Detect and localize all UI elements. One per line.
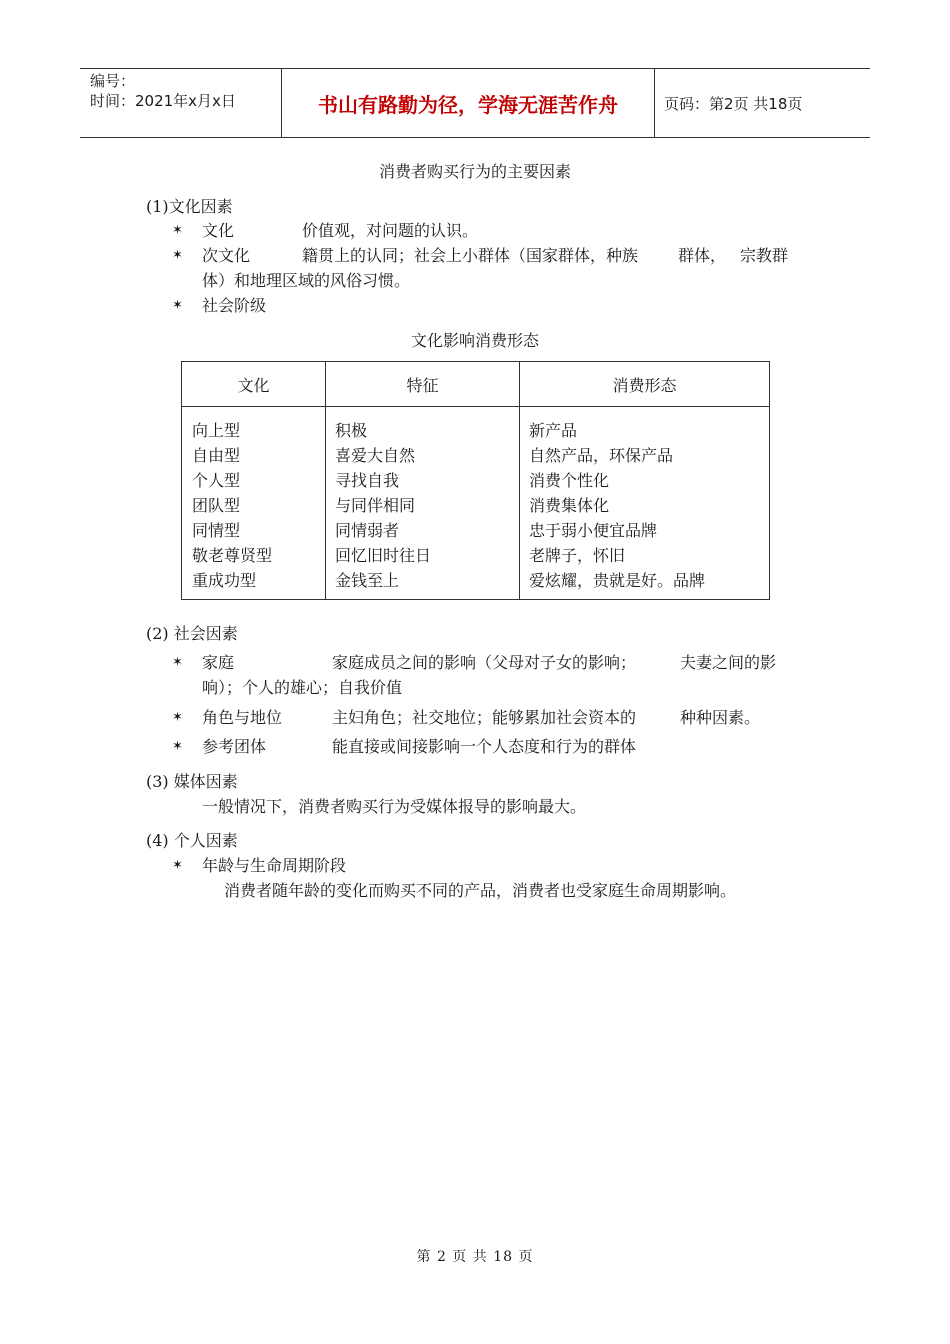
bullet-icon: ✶ xyxy=(172,655,183,670)
section-heading: (3) 媒体因素 xyxy=(146,772,238,791)
bullet-icon: ✶ xyxy=(172,739,183,754)
header-divider xyxy=(654,69,655,137)
bullet-term: 社会阶级 xyxy=(202,296,267,315)
bullet-icon: ✶ xyxy=(172,858,183,873)
table-cell: 回忆旧时往日 xyxy=(335,546,432,565)
bullet-term: 文化 xyxy=(202,221,235,240)
header-table xyxy=(80,68,870,138)
bullet-text: 种种因素。 xyxy=(680,708,761,727)
table-cell: 新产品 xyxy=(529,421,578,440)
table-rule xyxy=(182,406,769,407)
table-cell: 与同伴相同 xyxy=(335,496,416,515)
bullet-term: 角色与地位 xyxy=(202,708,283,727)
table-cell: 团队型 xyxy=(192,496,241,515)
table-column-feature xyxy=(335,418,431,593)
bullet-text: 能直接或间接影响一个人态度和行为的群体 xyxy=(332,737,637,756)
table-cell: 积极 xyxy=(335,421,368,440)
table-column-culture xyxy=(192,418,272,593)
page-footer: 第 2 页 共 18 页 xyxy=(416,1249,534,1265)
bullet-text: 家庭成员之间的影响（父母对子女的影响； xyxy=(332,653,637,672)
table-column-consumption xyxy=(529,418,705,593)
table-cell: 自然产品，环保产品 xyxy=(529,446,674,465)
bullet-icon: ✶ xyxy=(172,223,183,238)
bullet-term: 家庭 xyxy=(202,653,235,672)
table-cell: 爱炫耀，贵就是好。品牌 xyxy=(529,571,706,590)
table-cell: 消费集体化 xyxy=(529,496,610,515)
bullet-text: 夫妻之间的影 xyxy=(680,653,777,672)
table-cell: 忠于弱小便宜品牌 xyxy=(529,521,658,540)
table-cell: 同情弱者 xyxy=(335,521,400,540)
page-info: 页码：第2页 共18页 xyxy=(664,94,803,113)
table-cell: 个人型 xyxy=(192,471,241,490)
table-cell: 敬老尊贤型 xyxy=(192,546,273,565)
section-heading: (2) 社会因素 xyxy=(146,624,238,643)
table-cell: 寻找自我 xyxy=(335,471,400,490)
table-header-cell: 消费形态 xyxy=(612,375,677,395)
section-text: 一般情况下，消费者购买行为受媒体报导的影响最大。 xyxy=(202,797,587,816)
bullet-continuation: 体）和地理区域的风俗习惯。 xyxy=(202,271,411,290)
table-cell: 消费个性化 xyxy=(529,471,610,490)
table-cell: 金钱至上 xyxy=(335,571,400,590)
table-caption: 文化影响消费形态 xyxy=(410,331,539,350)
bullet-text: 籍贯上的认同；社会上小群体（国家群体，种族 xyxy=(302,246,639,265)
bullet-icon: ✶ xyxy=(172,248,183,263)
motto: 书山有路勤为径，学海无涯苦作舟 xyxy=(318,92,618,117)
table-header-cell: 文化 xyxy=(237,375,270,395)
bullet-continuation: 响）；个人的雄心；自我价值 xyxy=(202,678,403,697)
bullet-text: 价值观，对问题的认识。 xyxy=(302,221,479,240)
bullet-term: 年龄与生命周期阶段 xyxy=(202,856,347,875)
bullet-icon: ✶ xyxy=(172,298,183,313)
bullet-icon: ✶ xyxy=(172,710,183,725)
table-cell: 老牌子，怀旧 xyxy=(529,546,626,565)
table-cell: 向上型 xyxy=(192,421,241,440)
bullet-text: 群体， xyxy=(678,246,727,265)
table-cell: 同情型 xyxy=(192,521,241,540)
table-header-cell: 特征 xyxy=(406,375,439,395)
table-cell: 重成功型 xyxy=(192,571,257,590)
section-text: 消费者随年龄的变化而购买不同的产品，消费者也受家庭生命周期影响。 xyxy=(224,881,737,900)
section-heading: (4) 个人因素 xyxy=(146,831,238,850)
section-heading: (1)文化因素 xyxy=(146,197,233,216)
doc-title: 消费者购买行为的主要因素 xyxy=(378,162,571,181)
table-cell: 喜爱大自然 xyxy=(335,446,416,465)
table-cell: 自由型 xyxy=(192,446,241,465)
number-label: 编号： xyxy=(90,72,136,90)
bullet-text: 宗教群 xyxy=(740,246,789,265)
bullet-text: 主妇角色；社交地位；能够累加社会资本的 xyxy=(332,708,637,727)
bullet-term: 参考团体 xyxy=(202,737,267,756)
bullet-term: 次文化 xyxy=(202,246,251,265)
time-label: 时间：2021年x月x日 xyxy=(90,92,236,110)
culture-table xyxy=(181,361,770,600)
